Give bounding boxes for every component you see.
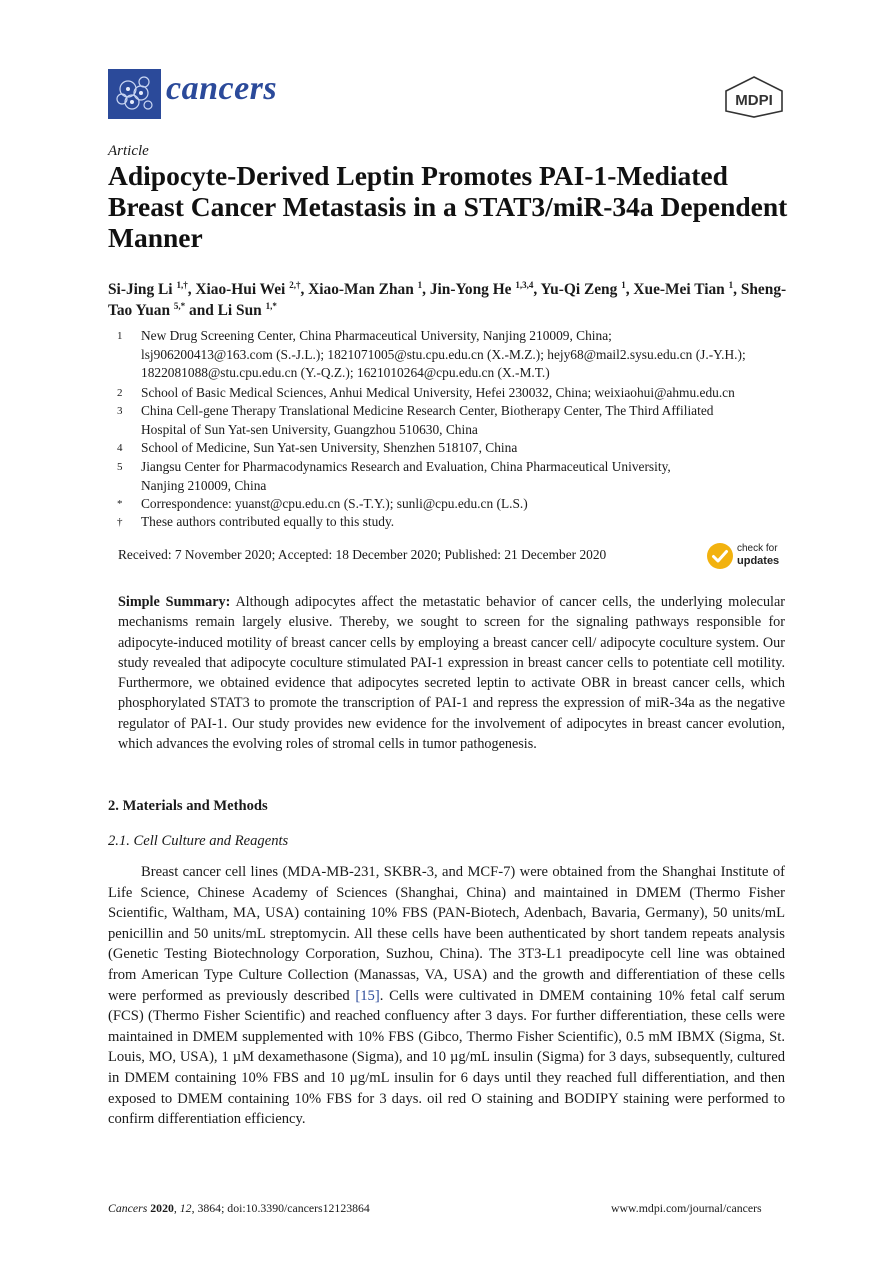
author-sup: 5,* (173, 300, 186, 311)
affiliation-5 (117, 458, 797, 495)
body-paragraph (108, 862, 785, 1130)
publication-dates: Received: 7 November 2020; Accepted: 18 December 2020; Published: 21 December 2020 (118, 547, 607, 562)
author-sup: 1,* (265, 300, 277, 311)
affiliation-mark: * (117, 498, 123, 510)
footer-citation: Cancers 2020, 12, 3864; doi:10.3390/cancers12123864 (108, 1201, 370, 1215)
author: Xiao-Man Zhan (308, 281, 414, 298)
simple-summary-text: Although adipocytes affect the metastatic behavior of cancer cells, the underlying molecular mechanisms remain largely elusive. Thereby, we sought to screen for the signaling pathways responsible for adipocyte-induced motility of breast cancer cells by employing a breast cancer cell/ adipocyte coculture system. Our study revealed that adipocyte coculture stimulated PAI-1 expression in breast cancer cells to potentiate cell motility. Furthermore, we obtained evidence that adipocytes secreted leptin to activate OBR in breast cancer cells, which phosphorylated STAT3 to promote the transcription of PAI-1 and repress the expression of miR-34a as the negative regulator of PAI-1. Our study provides new evidence for the involvement of adipocytes in breast cancer evolution, which advances the evolving roles of stromal cells in tumor pathogenesis. (118, 594, 786, 753)
check-badge-line2: updates (737, 555, 780, 567)
affiliation-line: 1822081088@stu.cpu.edu.cn (Y.-Q.Z.); 1621010264@cpu.edu.cn (X.-M.T.) (141, 365, 550, 380)
affiliation-3 (117, 402, 797, 439)
affiliation-line: China Cell-gene Therapy Translational Medicine Research Center, Biotherapy Center, The Third Affiliated (141, 403, 714, 418)
affiliation-mark: 4 (117, 442, 123, 454)
affiliation-4 (117, 439, 797, 458)
affiliation-mark: 3 (117, 405, 123, 417)
check-badge-line1: check for (737, 543, 778, 554)
affiliation-mark: 5 (117, 461, 123, 473)
affiliation-line: Jiangsu Center for Pharmacodynamics Research and Evaluation, China Pharmaceutical University, (141, 459, 671, 474)
author: Xiao-Hui Wei (195, 281, 286, 298)
check-for-updates-badge[interactable] (706, 541, 791, 571)
section-heading: 2. Materials and Methods (108, 798, 268, 814)
citation-link[interactable]: [15] (355, 987, 380, 1004)
simple-summary-label: Simple Summary: (118, 594, 231, 610)
paragraph-text: Breast cancer cell lines (MDA-MB-231, SKBR-3, and MCF-7) were obtained from the Shanghai Institute of Life Science, Chinese Academy of Sciences (Shanghai, China) and maintained in DMEM (Thermo Fisher Scientific, Waltham, MA, USA) containing 10% FBS (PAN-Biotech, Adenbach, Bavaria, Germany), 50 units/mL penicillin and 50 units/mL streptomycin. All these cells have been authenticated by short tandem repeats analysis (Genetic Testing Biotechnology Corporation, Suzhou, China). The 3T3-L1 preadipocyte cell line was obtained from American Type Culture Collection (Manassas, VA, USA) and the growth and differentiation of these cells were performed as previously described (108, 864, 785, 1004)
simple-summary (118, 592, 785, 754)
affiliation-line: Nanjing 210009, China (141, 477, 267, 493)
journal-name: cancers (166, 70, 278, 107)
affiliation-line: lsj906200413@163.com (S.-J.L.); 1821071005@stu.cpu.edu.cn (X.-M.Z.); hejy68@mail2.sysu.edu.cn (J.-Y.H.); (141, 346, 746, 362)
footer-doi: , 3864; doi:10.3390/cancers12123864 (191, 1201, 370, 1215)
affiliation-line: New Drug Screening Center, China Pharmaceutical University, Nanjing 210009, China; (141, 328, 612, 343)
author-sup: 1,3,4 (515, 279, 534, 290)
author: Si-Jing Li (108, 281, 173, 298)
author-sup: 1 (728, 279, 734, 290)
author-sup: 1 (621, 279, 626, 290)
equal-contribution-note (117, 513, 797, 532)
mdpi-logo (722, 75, 786, 119)
affiliation-mark: 1 (117, 330, 123, 342)
author-sup: 1,† (176, 279, 188, 290)
cell-cluster-icon (108, 69, 161, 119)
affiliation-line: These authors contributed equally to this study. (141, 514, 395, 529)
affiliation-line: School of Basic Medical Sciences, Anhui Medical University, Hefei 230032, China; weixiaohui@ahmu.edu.cn (141, 385, 735, 400)
article-type: Article (108, 143, 149, 159)
affiliation-line: School of Medicine, Sun Yat-sen University, Shenzhen 518107, China (141, 440, 518, 455)
author: Sheng-Tao Yuan (108, 281, 787, 319)
author-sup: 2,† (289, 279, 301, 290)
affiliation-1 (117, 327, 797, 383)
footer-volume: 12 (179, 1201, 192, 1215)
subsection-heading: 2.1. Cell Culture and Reagents (108, 833, 289, 849)
affiliation-line: Correspondence: yuanst@cpu.edu.cn (S.-T.Y.); sunli@cpu.edu.cn (L.S.) (141, 496, 528, 511)
author: Li Sun (217, 302, 262, 319)
check-badge-icon (706, 542, 734, 570)
author: Xue-Mei Tian (633, 281, 725, 298)
footer-journal: Cancers (108, 1201, 148, 1215)
author-sup: 1 (417, 279, 423, 290)
article-title: Adipocyte-Derived Leptin Promotes PAI-1-Mediated Breast Cancer Metastasis in a STAT3/miR-34a Dependent Manner (108, 160, 788, 253)
affiliation-line: Hospital of Sun Yat-sen University, Guangzhou 510630, China (141, 421, 478, 437)
author-list: Si-Jing Li $^{1,\dagger}$, Xiao-Hui Wei $^{2,\dagger}$, Xiao-Man Zhan $^1$, Jin-Yong He $^{1,3,4}$, Yu-Qi Zeng $^1$, Xue-Mei Tian $^1$, Sheng-Tao Yuan $^{5,*}$ and Li Sun $^{1,*}$ (108, 279, 787, 319)
affiliation-2 (117, 384, 797, 403)
correspondence (117, 495, 797, 514)
mdpi-logo-text: MDPI (735, 92, 773, 109)
author: Yu-Qi Zeng (540, 281, 618, 298)
affiliation-mark: † (117, 516, 123, 528)
footer-year: 2020 (150, 1201, 174, 1215)
journal-logo (108, 69, 161, 119)
affiliation-mark: 2 (117, 387, 123, 399)
footer-url[interactable]: www.mdpi.com/journal/cancers (611, 1201, 762, 1215)
author: Jin-Yong He (429, 281, 512, 298)
paragraph-text: . Cells were cultivated in DMEM containing 10% fetal calf serum (FCS) (Thermo Fisher Scientific) and reached confluency after 3 days. For further differentiation, these cells were maintained in DMEM supplemented with 10% FBS (Gibco, Thermo Fisher Scientific), 0.5 mM IBMX (Sigma, St. Louis, MO, USA), 1 µM dexamethasone (Sigma), and 10 µg/mL insulin (Sigma) for 3 days, subsequently, cultured in DMEM containing 10% FBS and 10 µg/mL insulin for 6 days until they reached full differentiation, and then exposed to DMEM containing 10% FBS for 3 days. oil red O staining and BODIPY staining were performed to confirm differentiation efficiency. (108, 987, 785, 1128)
